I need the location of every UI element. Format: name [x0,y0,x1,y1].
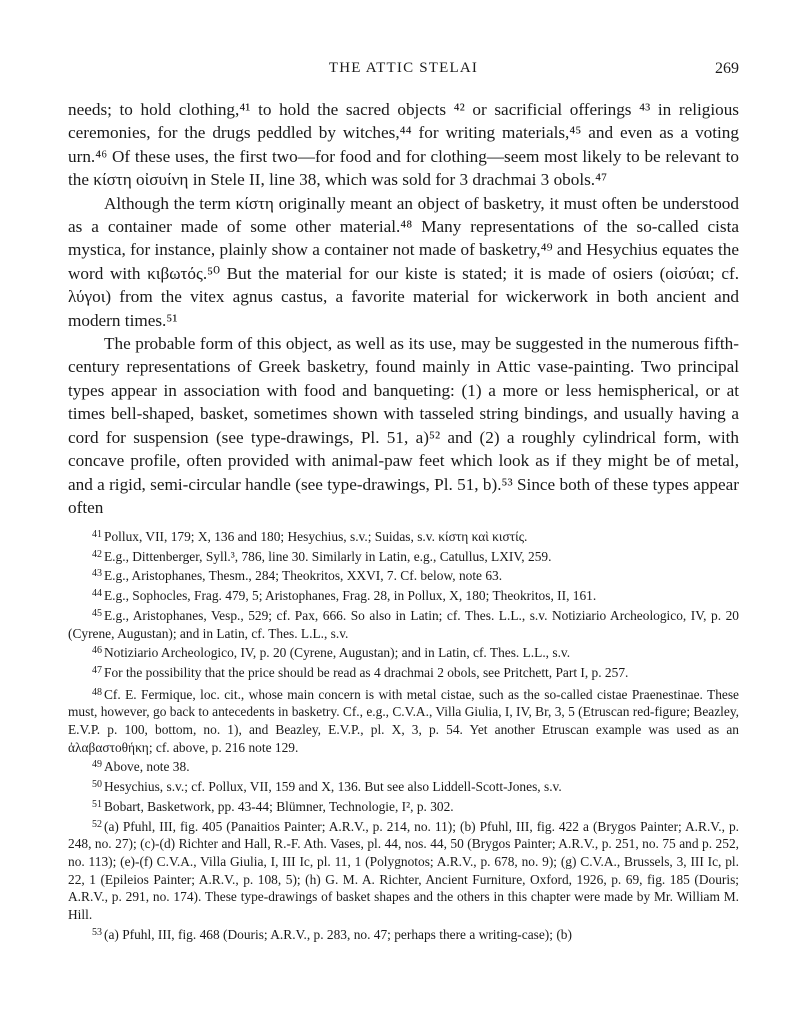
footnote-number: 45 [92,607,102,619]
footnote-44 [68,585,739,605]
footnote-45 [68,605,739,642]
running-title: THE ATTIC STELAI [328,60,479,76]
footnote-text: Cf. E. Fermique, loc. cit., whose main concern is with metal cistae, such as the so-called cistae Praenestinae. These must, however, go back to antecedents in basketry. Cf., e.g., C.V.A., Villa Giulia, I, IV, Br, 3, 5 (Etruscan red-figure; Beazley, E.V.P. p. 100, bottom, no. 1), and Beazley, E.V.P., pl. X, 3, p. 54. Yet another Etruscan example was used as an ἀλαβαστοθήκη; cf. above, p. 216 note 129. [68,686,739,755]
footnote-number: 51 [92,798,102,810]
footnote-number: 53 [92,926,102,938]
footnote-text: Notiziario Archeologico, IV, p. 20 (Cyrene, Augustan); and in Latin, cf. Thes. L.L., s.v. [104,645,571,661]
footnote-49 [68,756,739,776]
footnote-48 [68,684,739,757]
page-header [68,60,739,84]
footnote-number: 41 [92,529,102,540]
footnote-53 [68,924,739,944]
footnote-number: 52 [92,818,102,830]
footnote-text: E.g., Aristophanes, Vesp., 529; cf. Pax, 666. So also in Latin; cf. Thes. L.L., s.v. Notiziario Archeologico, IV, p. 20 (Cyrene, Augustan); and in Latin, cf. Thes. L.L., s.v. [68,607,739,641]
footnote-46 [68,642,739,662]
footnote-text: E.g., Sophocles, Frag. 479, 5; Aristophanes, Frag. 28, in Pollux, X, 180; Theokritos, II, 161. [104,588,597,604]
footnote-text: For the possibility that the price should be read as 4 drachmai 2 obols, see Pritchett, Part I, p. 257. [104,664,629,680]
footnote-text: (a) Pfuhl, III, fig. 405 (Panaitios Painter; A.R.V., p. 214, no. 11); (b) Pfuhl, III, fig. 422 a (Brygos Painter; A.R.V., p. 248, no. 27); (c)-(d) Richter and Hall, R.-F. Ath. Vases, pl. 44, nos. 44, 50 (Brygos Painter; A.R.V., p. 251, no. 75 and p. 252, no. 113); (e)-(f) C.V.A., Villa Giulia, I, III Ic, pl. 11, 1 (Polygnotos; A.R.V., p. 678, no. 9); (g) C.V.A., Brussels, 3, III Ic, pl. 22, 1 (Epileios Painter; A.R.V., p. 108, 5); (h) G. M. A. Richter, Ancient Furniture, Oxford, 1926, p. 69, fig. 185 (Douris; A.R.V., p. 291, no. 174). These type-drawings of basket shapes and the others in this chapter were made by Mr. William M. Hill. [68,818,739,923]
footnote-47 [68,662,739,682]
page-number: 269 [715,60,739,77]
footnote-51 [68,796,739,816]
footnote-number: 47 [92,664,102,676]
footnote-number: 44 [92,588,102,600]
footnote-text: Pollux, VII, 179; X, 136 and 180; Hesychius, s.v.; Suidas, s.v. κίστη καὶ κιστίς. [104,529,528,544]
footnote-text: Bobart, Basketwork, pp. 43-44; Blümner, Technologie, I², p. 302. [104,798,454,814]
footnote-text: (a) Pfuhl, III, fig. 468 (Douris; A.R.V., p. 283, no. 47; perhaps there a writing-case); (b) [104,926,572,942]
footnote-50 [68,776,739,796]
footnote-number: 43 [92,568,102,580]
footnote-text: E.g., Aristophanes, Thesm., 284; Theokritos, XXVI, 7. Cf. below, note 63. [104,568,503,584]
paragraph: Although the term κίστη originally meant an object of basketry, it must often be understood as a container made of some other material.⁴⁸ Many representations of the so-called cista mystica, for instance, plainly show a container not made of basketry,⁴⁹ and Hesychius equates the word with κιβωτός.⁵⁰ But the material for our kiste is stated; it is made of osiers (οἰσύαι; cf. λύγοι) from the vitex agnus castus, a favorite material for wickerwork in both ancient and modern times.⁵¹ [68,193,739,330]
footnote-number: 48 [92,686,102,698]
footnote-52 [68,816,739,924]
body-text [68,98,739,519]
paragraph: needs; to hold clothing,⁴¹ to hold the sacred objects ⁴² or sacrificial offerings ⁴³ in religious ceremonies, for the drugs peddled by witches,⁴⁴ for writing materials,⁴⁵ and even as a voting urn.⁴⁶ Of these uses, the first two—for food and for clothing—seem most likely to be relevant to the κίστη οἰσυίνη in Stele II, line 38, which was sold for 3 drachmai 3 obols.⁴⁷ [68,100,739,190]
footnote-42 [68,546,739,566]
footnote-text: Hesychius, s.v.; cf. Pollux, VII, 159 and X, 136. But see also Liddell-Scott-Jones, s.v. [104,779,562,795]
footnote-number: 46 [92,645,102,657]
footnote-43 [68,565,739,585]
footnote-number: 49 [92,759,102,771]
footnote-text: Above, note 38. [104,759,190,775]
footnotes [68,526,739,943]
footnote-number: 42 [92,548,102,560]
footnote-number: 50 [92,779,102,791]
footnote-text: E.g., Dittenberger, Syll.³, 786, line 30. Similarly in Latin, e.g., Catullus, LXIV, 259. [104,548,552,564]
paragraph: The probable form of this object, as well as its use, may be suggested in the numerous fifth-century representations of Greek basketry, found mainly in Attic vase-painting. Two principal types appear in association with food and banqueting: (1) a more or less hemispherical, or at times bell-shaped, basket, sometimes shown with tasseled string bindings, and usually having a cord for suspension (see type-drawings, Pl. 51, a)⁵² and (2) a roughly cylindrical form, with concave profile, often provided with animal-paw feet which look as if they might be of metal, and a rigid, semi-circular handle (see type-drawings, Pl. 51, b).⁵³ Since both of these types appear often [68,334,739,517]
footnote-41 [68,526,739,546]
